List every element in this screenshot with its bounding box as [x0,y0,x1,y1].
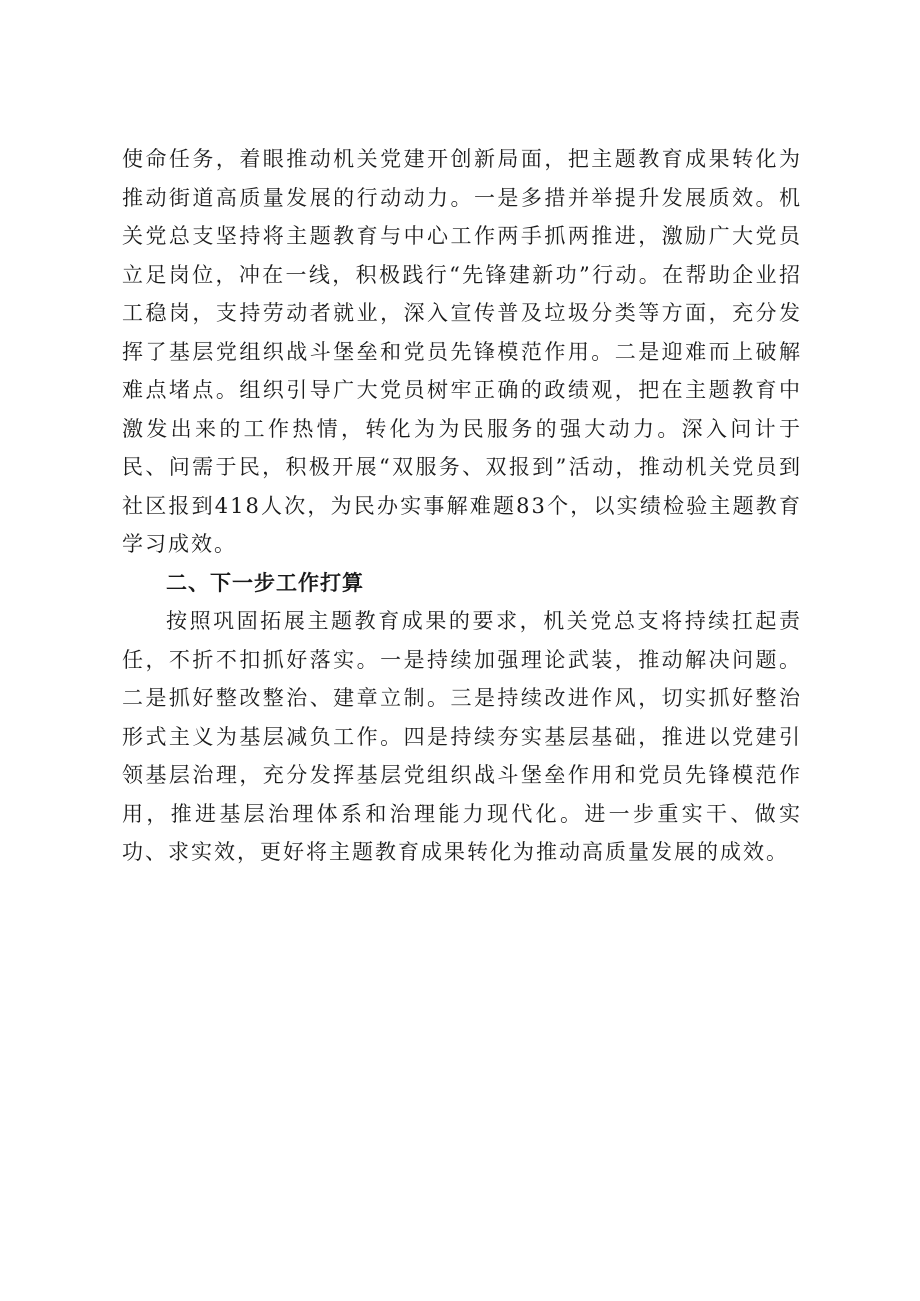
document-body [122,140,802,872]
body-paragraph-continued: 使命任务，着眼推动机关党建开创新局面，把主题教育成果转化为推动街道高质量发展的行动动力。一是多措并举提升发展质效。机关党总支坚持将主题教育与中心工作两手抓两推进，激励广大党员立足岗位，冲在一线，积极践行“先锋建新功”行动。在帮助企业招工稳岗，支持劳动者就业，深入宣传普及垃圾分类等方面，充分发挥了基层党组织战斗堡垒和党员先锋模范作用。二是迎难而上破解难点堵点。组织引导广大党员树牢正确的政绩观，把在主题教育中激发出来的工作热情，转化为为民服务的强大动力。深入问计于民、问需于民，积极开展“双服务、双报到”活动，推动机关党员到社区报到418人次，为民办实事解难题83个，以实绩检验主题教育学习成效。 [122,147,802,556]
section-heading: 二、下一步工作打算 [166,570,364,595]
body-paragraph: 按照巩固拓展主题教育成果的要求，机关党总支将持续扛起责任，不折不扣抓好落实。一是持续加强理论武装，推动解决问题。二是抓好整改整治、建章立制。三是持续改进作风，切实抓好整治形式主义为基层减负工作。四是持续夯实基层基础，推进以党建引领基层治理，充分发挥基层党组织战斗堡垒作用和党员先锋模范作用，推进基层治理体系和治理能力现代化。进一步重实干、做实功、求实效，更好将主题教育成果转化为推动高质量发展的成效。 [122,609,802,864]
